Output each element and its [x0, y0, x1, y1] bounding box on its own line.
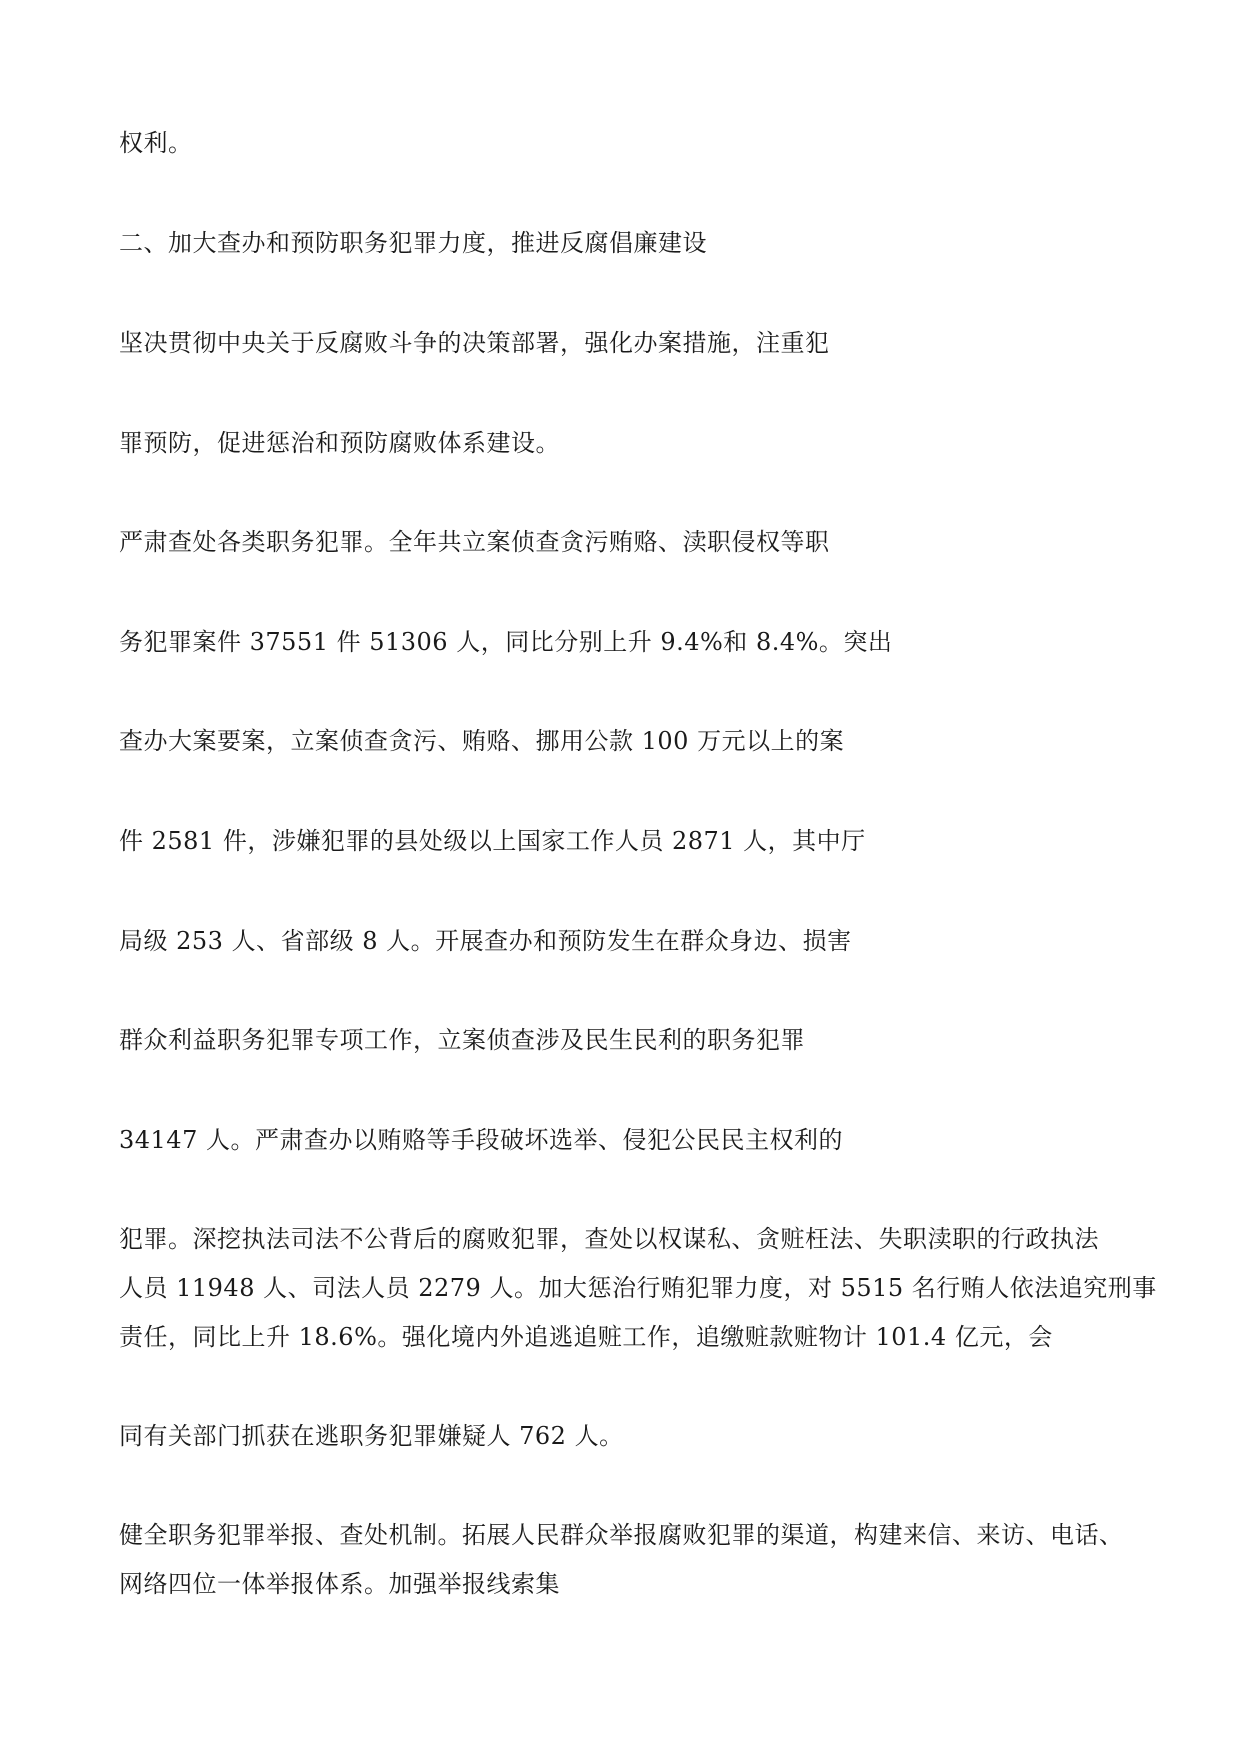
text-line: 34147 人。严肃查办以贿赂等手段破坏选举、侵犯公民民主权利的 [119, 1126, 843, 1154]
text-line: 严肃查处各类职务犯罪。全年共立案侦查贪污贿赂、渎职侵权等职 [119, 528, 830, 556]
text-line: 查办大案要案，立案侦查贪污、贿赂、挪用公款 100 万元以上的案 [119, 727, 845, 755]
text-line: 件 2581 件，涉嫌犯罪的县处级以上国家工作人员 2871 人，其中厅 [119, 827, 866, 855]
text-line: 网络四位一体举报体系。加强举报线索集 [119, 1570, 560, 1598]
text-line: 坚决贯彻中央关于反腐败斗争的决策部署，强化办案措施，注重犯 [119, 329, 830, 357]
section-heading: 二、加大查办和预防职务犯罪力度，推进反腐倡廉建设 [119, 229, 707, 257]
text-line: 局级 253 人、省部级 8 人。开展查办和预防发生在群众身边、损害 [119, 927, 852, 955]
text-line: 群众利益职务犯罪专项工作，立案侦查涉及民生民利的职务犯罪 [119, 1026, 805, 1054]
text-line: 同有关部门抓获在逃职务犯罪嫌疑人 762 人。 [119, 1422, 624, 1450]
text-line: 权利。 [119, 129, 193, 157]
text-line: 犯罪。深挖执法司法不公背后的腐败犯罪，查处以权谋私、贪赃枉法、失职渎职的行政执法 [119, 1225, 1099, 1253]
text-line: 健全职务犯罪举报、查处机制。拓展人民群众举报腐败犯罪的渠道，构建来信、来访、电话、 [119, 1521, 1124, 1549]
text-line: 务犯罪案件 37551 件 51306 人，同比分别上升 9.4%和 8.4%。突出 [119, 628, 893, 656]
text-line: 罪预防，促进惩治和预防腐败体系建设。 [119, 429, 560, 457]
text-line: 责任，同比上升 18.6%。强化境内外追逃追赃工作，追缴赃款赃物计 101.4 亿元，会 [119, 1323, 1053, 1351]
text-line: 人员 11948 人、司法人员 2279 人。加大惩治行贿犯罪力度，对 5515 名行贿人依法追究刑事 [119, 1274, 1157, 1302]
